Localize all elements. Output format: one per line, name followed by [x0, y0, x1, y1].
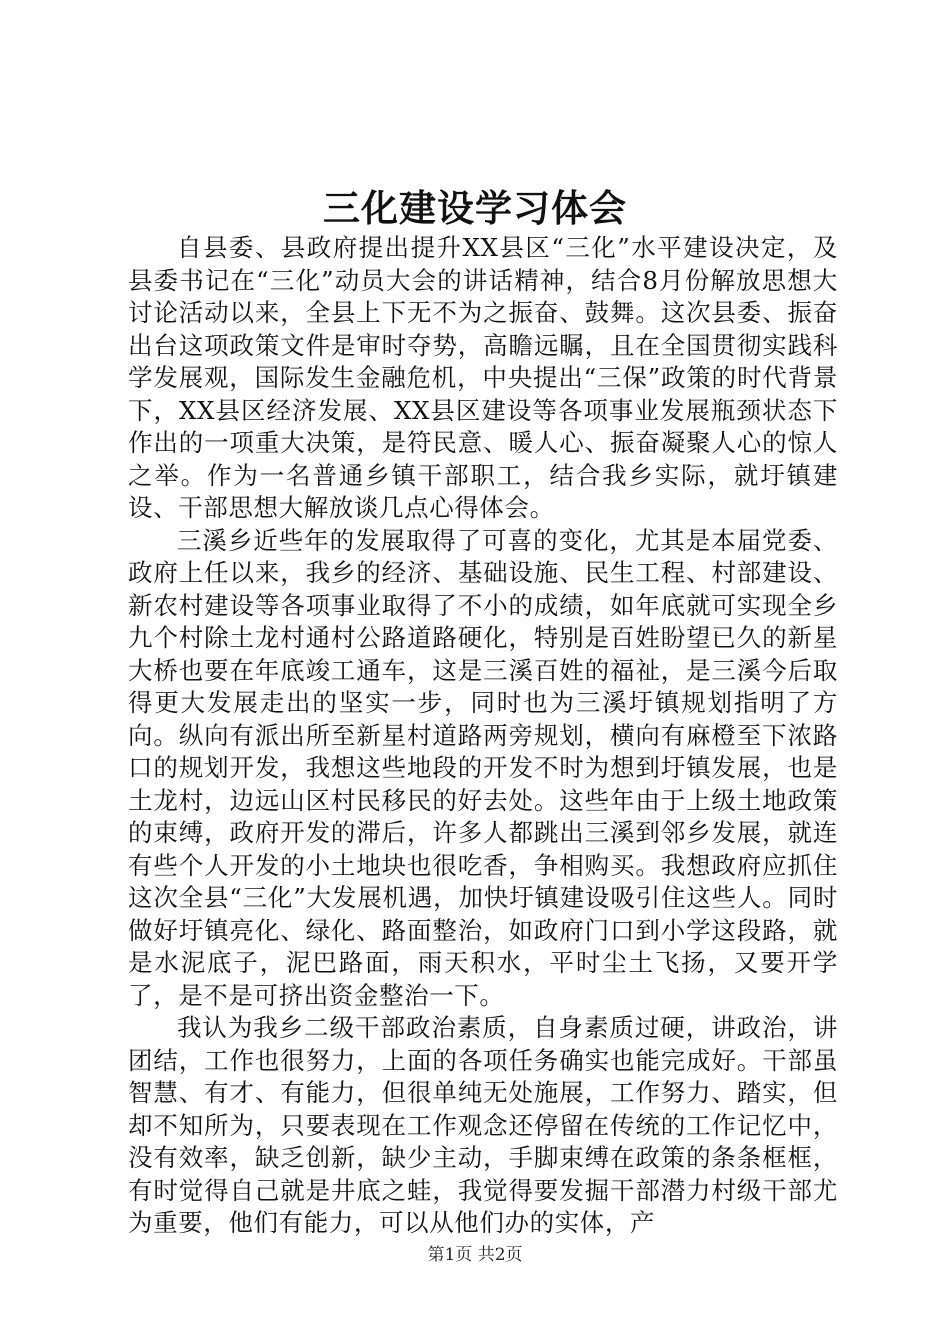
paragraph-1: 自县委、县政府提出提升XX县区“三化”水平建设决定，及县委书记在“三化”动员大会的讲话精神，结合8月份解放思想大讨论活动以来，全县上下无不为之振奋、鼓舞。这次县委、振奋出台这项政策文件是审时夺势，高瞻远瞩，且在全国贯彻实践科学发展观，国际发生金融危机，中央提出“三保”政策的时代背景下，XX县区经济发展、XX县区建设等各项事业发展瓶颈状态下作出的一项重大决策，是符民意、暖人心、振奋凝聚人心的惊人之举。作为一名普通乡镇干部职工，结合我乡实际，就圩镇建设、干部思想大解放谈几点心得体会。 [128, 233, 838, 522]
page-footer: 第1页 共2页 [427, 1245, 523, 1265]
paragraph-2: 三溪乡近些年的发展取得了可喜的变化，尤其是本届党委、政府上任以来，我乡的经济、基础设施、民生工程、村部建设、新农村建设等各项事业取得了不小的成绩，如年底就可实现全乡九个村除土龙村通村公路道路硬化，特别是百姓盼望已久的新星大桥也要在年底竣工通车，这是三溪百姓的福祉，是三溪今后取得更大发展走出的坚实一步，同时也为三溪圩镇规划指明了方向。纵向有派出所至新星村道路两旁规划，横向有麻橙至下浓路口的规划开发，我想这些地段的开发不时为想到圩镇发展，也是土龙村，边远山区村民移民的好去处。这些年由于上级土地政策的束缚，政府开发的滞后，许多人都跳出三溪到邻乡发展，就连有些个人开发的小土地块也很吃香，争相购买。我想政府应抓住这次全县“三化”大发展机遇，加快圩镇建设吸引住这些人。同时做好圩镇亮化、绿化、路面整治，如政府门口到小学这段路，就是水泥底子，泥巴路面，雨天积水，平时尘土飞扬，又要开学了，是不是可挤出资金整治一下。 [128, 525, 838, 1010]
document-body [128, 232, 838, 1240]
paragraph-3: 我认为我乡二级干部政治素质，自身素质过硬，讲政治，讲团结，工作也很努力，上面的各项任务确实也能完成好。干部虽智慧、有才、有能力，但很单纯无处施展，工作努力、踏实，但却不知所为，只要表现在工作观念还停留在传统的工作记忆中，没有效率，缺乏创新，缺少主动，手脚束缚在政策的条条框框，有时觉得自己就是井底之蛙，我觉得要发掘干部潜力村级干部尤为重要，他们有能力，可以从他们办的实体，产 [128, 1013, 838, 1237]
document-title: 三化建设学习体会 [323, 186, 627, 230]
